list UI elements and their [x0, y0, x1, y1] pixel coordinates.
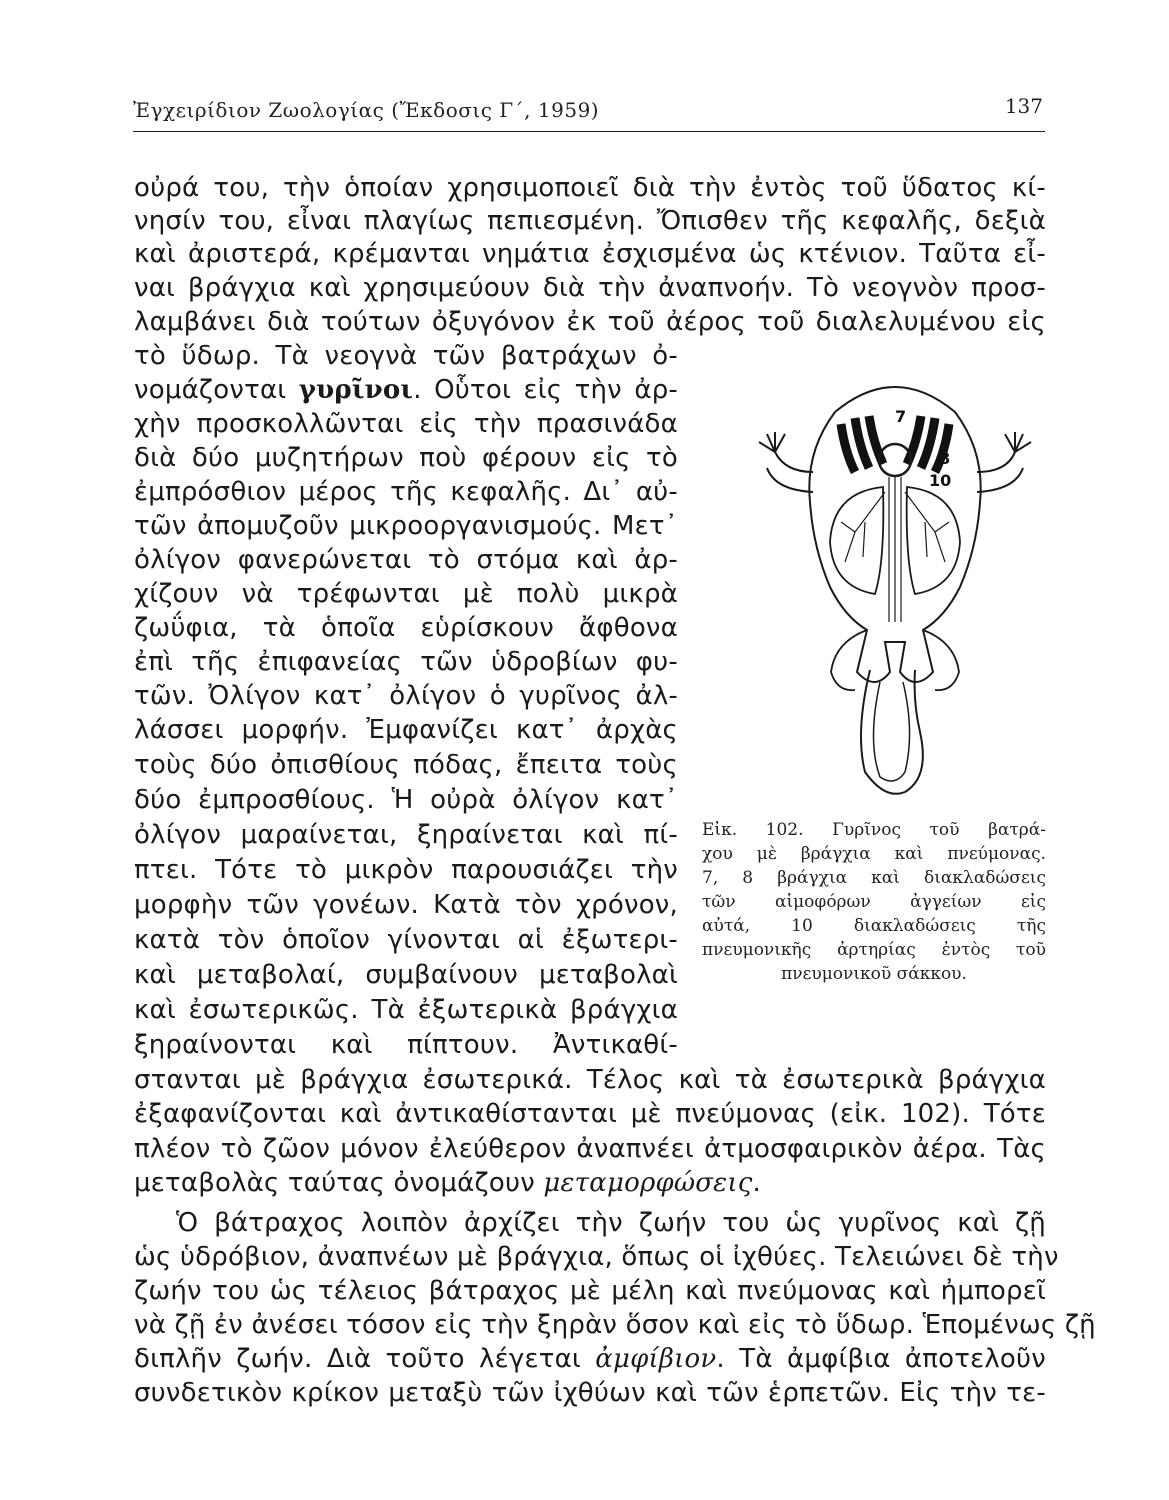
text-line: συνδετικὸν κρίκον μεταξὺ τῶν ἰχθύων καὶ τῶν ἑρπετῶν. Εἰς τὴν τε- — [134, 1378, 1046, 1408]
text-line: ἐξαφανίζονται καὶ ἀντικαθίστανται μὲ πνεύμονας (εἰκ. 102). Τότε — [134, 1099, 1046, 1129]
text-line: τῶν. Ὀλίγον κατ᾿ ὀλίγον ὁ γυρῖνος ἀλ- — [134, 681, 678, 711]
text-line: νησίν του, εἶναι πλαγίως πεπιεσμένη. Ὄπισθεν τῆς κεφαλῆς, δεξιὰ — [134, 206, 1046, 236]
left-forelimb — [759, 432, 813, 492]
text-line: λάσσει μορφήν. Ἐμφανίζει κατ᾿ ἀρχὰς — [134, 715, 678, 745]
text-line — [134, 374, 678, 406]
caption-line: Εἰκ. 102. Γυρῖνος τοῦ βατρά- — [702, 820, 1046, 840]
text-line: οὐρά του, τὴν ὁποίαν χρησιμοποιεῖ διὰ τὴν ἐντὸς τοῦ ὕδατος κί- — [134, 173, 1046, 203]
tail-outline — [861, 670, 923, 794]
caption-line: τῶν αἱμοφόρων ἀγγείων εἰς — [702, 892, 1046, 912]
tail-fin-inner — [874, 682, 910, 781]
text-line: πλέον τὸ ζῶον μόνον ἐλεύθερον ἀναπνέει ἀτμοσφαιρικὸν ἀέρα. Τὰς — [134, 1134, 1046, 1164]
italic-term: μεταμορφώσεις — [543, 1168, 753, 1198]
caption-line: χου μὲ βράγχια καὶ πνεύμονας. — [702, 844, 1046, 864]
paragraph-start: Ὁ βάτραχος λοιπὸν ἀρχίζει τὴν ζωήν του ὡς γυρῖνος καὶ ζῇ — [176, 1208, 1046, 1238]
text-line: δύο ἐμπροσθίους. Ἡ οὐρὰ ὀλίγον κατ᾿ — [134, 785, 678, 815]
text-line: ὡς ὑδρόβιον, ἀναπνέων μὲ βράγχια, ὅπως οἱ ἰχθύες. Τελειώνει δὲ τὴν — [134, 1242, 1059, 1272]
left-lung — [830, 487, 883, 594]
text-line: τὸ ὕδωρ. Τὰ νεογνὰ τῶν βατράχων ὀ- — [134, 341, 678, 371]
text-line: τοὺς δύο ὀπισθίους πόδας, ἔπειτα τοὺς — [134, 750, 678, 780]
caption-line: 7, 8 βράγχια καὶ διακλαδώσεις — [702, 868, 1046, 888]
text-line: νὰ ζῇ ἐν ἀνέσει τόσον εἰς τὴν ξηρὰν ὅσον καὶ εἰς τὸ ὕδωρ. Ἑπομένως ζῇ — [134, 1310, 1096, 1340]
label-7: 7 — [895, 407, 907, 426]
right-lung — [907, 487, 960, 594]
text-line: ὀλίγον φανερώνεται τὸ στόμα καὶ ἀρ- — [134, 545, 678, 575]
page-number: 137 — [1004, 94, 1043, 118]
text-line: καὶ ἐσωτερικῶς. Τὰ ἐξωτερικὰ βράγχια — [134, 995, 678, 1025]
text-line: πτει. Τότε τὸ μικρὸν παρουσιάζει τὴν — [134, 855, 678, 885]
figure-caption — [702, 818, 1046, 986]
text-line — [134, 1343, 1046, 1375]
text-line: καὶ ἀριστερά, κρέμανται νημάτια ἐσχισμένα ὡς κτένιον. Ταῦτα εἶ- — [134, 239, 1046, 269]
text-line: ἐμπρόσθιον μέρος τῆς κεφαλῆς. Δι᾿ αὐ- — [134, 477, 678, 507]
text-line: μεταβολὰς ταύτας ὀνομάζουν μεταμορφώσεις. — [134, 1168, 761, 1198]
label-8: 8 — [939, 449, 951, 468]
italic-term: ἀμφίβιον — [595, 1344, 717, 1374]
bold-term: γυρῖνοι — [298, 375, 414, 405]
label-10: 10 — [929, 471, 952, 490]
text-line: στανται μὲ βράγχια ἐσωτερικά. Τέλος καὶ τὰ ἐσωτερικὰ βράγχια — [134, 1065, 1046, 1095]
text-line: χίζουν νὰ τρέφωνται μὲ πολὺ μικρὰ — [134, 579, 678, 609]
text-line: ζωήν του ὡς τέλειος βάτραχος μὲ μέλη καὶ πνεύμονας καὶ ἠμπορεῖ — [134, 1276, 1046, 1306]
text-span: μεταβολὰς ταύτας ὀνομάζουν — [134, 1168, 535, 1198]
text-line: μορφὴν τῶν γονέων. Κατὰ τὸν χρόνον, — [134, 890, 678, 920]
text-line: ξηραίνονται καὶ πίπτουν. Ἀντικαθί- — [134, 1030, 678, 1060]
text-line: ζωΰφια, τὰ ὁποῖα εὑρίσκουν ἄφθονα — [134, 613, 678, 643]
left-gill-stripes — [841, 416, 883, 472]
text-line: χὴν προσκολλῶνται εἰς τὴν πρασινάδα — [134, 409, 678, 439]
text-line: καὶ μεταβολαί, συμβαίνουν μεταβολαὶ — [134, 960, 678, 990]
pulmonary-vessels — [841, 477, 949, 622]
caption-line: πνευμονικῆς ἀρτηρίας ἐντὸς τοῦ — [702, 940, 1046, 960]
text-line: τῶν ἀπομυζοῦν μικροοργανισμούς. Μετ᾿ — [134, 511, 678, 541]
text-line: ναι βράγχια καὶ χρησιμεύουν διὰ τὴν ἀναπνοήν. Τὸ νεογνὸν προσ- — [134, 273, 1046, 303]
caption-line: πνευμονικοῦ σάκκου. — [781, 964, 967, 984]
text-line: ἐπὶ τῆς ἐπιφανείας τῶν ὑδροβίων φυ- — [134, 647, 678, 677]
tadpole-figure — [745, 372, 1045, 802]
text-line: ὀλίγον μαραίνεται, ξηραίνεται καὶ πί- — [134, 820, 678, 850]
text-span: νομάζονται — [134, 375, 287, 405]
text-line: κατὰ τὸν ὁποῖον γίνονται αἱ ἐξωτερι- — [134, 925, 678, 955]
text-span: . Τὰ ἀμφίβια ἀποτελοῦν — [716, 1344, 1046, 1374]
text-line: λαμβάνει διὰ τούτων ὀξυγόνον ἐκ τοῦ ἀέρος τοῦ διαλελυμένου εἰς — [134, 307, 1046, 337]
right-forelimb — [977, 432, 1031, 492]
caption-line: αὐτά, 10 διακλαδώσεις τῆς — [702, 916, 1046, 936]
header-title: Ἐγχειρίδιον Ζωολογίας (Ἔκδοσις Γ΄, 1959) — [133, 98, 600, 122]
hindlimbs — [831, 630, 959, 690]
text-span: διπλῆν ζωήν. Διὰ τοῦτο λέγεται — [134, 1344, 581, 1374]
text-span: . Οὗτοι εἰς τὴν ἀρ- — [413, 375, 678, 405]
text-line: διὰ δύο μυζητήρων ποὺ φέρουν εἰς τὸ — [134, 443, 678, 473]
